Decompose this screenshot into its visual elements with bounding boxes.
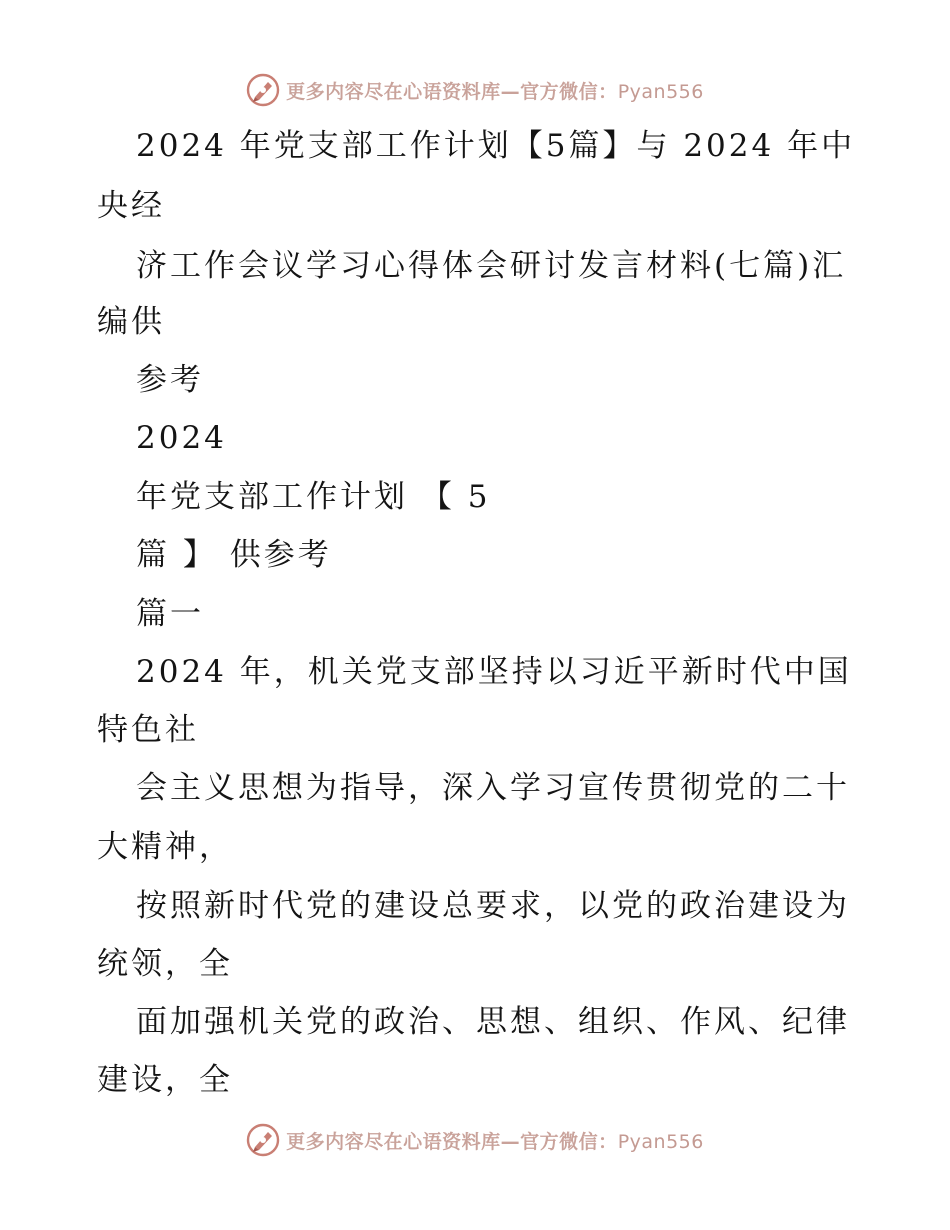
text-line: 特色社 bbox=[97, 712, 199, 748]
text-line: 篇一 bbox=[136, 596, 204, 632]
text-line: 面加强机关党的政治、思想、组织、作风、纪律 bbox=[136, 1004, 850, 1040]
text-line: 统领，全 bbox=[97, 946, 233, 982]
watermark-wechat-id: Pyan556 bbox=[617, 80, 704, 103]
watermark-dash: — bbox=[500, 1130, 521, 1153]
text-line: 参考 bbox=[136, 362, 204, 398]
text-line: 按照新时代党的建设总要求，以党的政治建设为 bbox=[136, 888, 850, 924]
text-line: 济工作会议学习心得体会研讨发言材料(七篇)汇 bbox=[136, 248, 847, 284]
text-line: 大精神， bbox=[97, 829, 233, 865]
watermark-wechat-id: Pyan556 bbox=[617, 1130, 704, 1153]
text-line: 篇 】 供参考 bbox=[136, 537, 332, 573]
text-line: 会主义思想为指导，深入学习宣传贯彻党的二十 bbox=[136, 770, 850, 806]
watermark-main: 更多内容尽在心语资料库 bbox=[286, 80, 501, 103]
text-line: 年党支部工作计划 【 5 bbox=[136, 479, 491, 515]
text-line: 建设，全 bbox=[97, 1062, 233, 1098]
footer-watermark bbox=[0, 1122, 950, 1158]
text-line: 央经 bbox=[97, 188, 165, 224]
text-line: 编供 bbox=[97, 304, 165, 340]
watermark-text bbox=[286, 77, 704, 104]
text-line: 2024 bbox=[136, 420, 227, 456]
text-line: 2024 年，机关党支部坚持以习近平新时代中国 bbox=[136, 654, 852, 690]
watermark-wechat-label: 官方微信： bbox=[520, 1130, 618, 1153]
watermark-main: 更多内容尽在心语资料库 bbox=[286, 1130, 501, 1153]
text-line: 2024 年党支部工作计划【5篇】与 2024 年中 bbox=[136, 128, 856, 164]
pen-logo-icon bbox=[246, 1123, 280, 1157]
pen-logo-icon bbox=[246, 73, 280, 107]
header-watermark bbox=[0, 72, 950, 108]
watermark-dash: — bbox=[500, 80, 521, 103]
watermark-wechat-label: 官方微信： bbox=[520, 80, 618, 103]
watermark-text bbox=[286, 1127, 704, 1154]
